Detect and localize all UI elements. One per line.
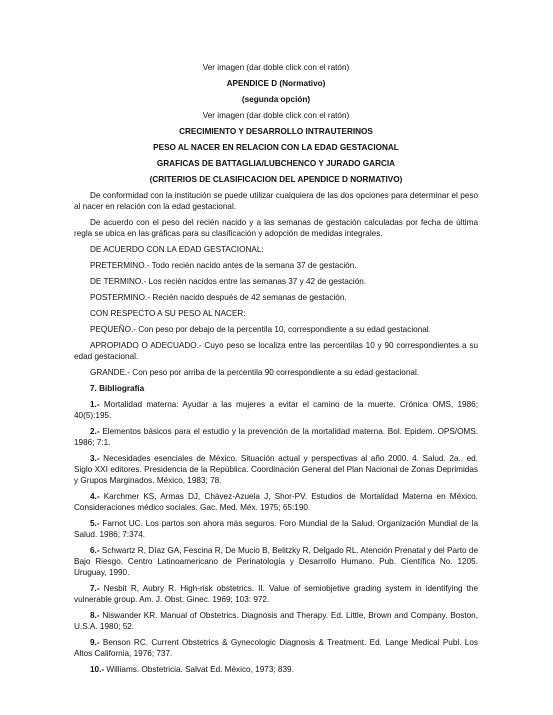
bibliography-entry <box>74 426 478 448</box>
bibliography-text: Nesbit R, Aubry R. High-risk obstetrics. II. Value of semiobjetive grading system in identifying the vulnerable group. Am. J. Obst. Ginec. 1969; 103: 972. <box>74 584 478 604</box>
paragraph-5: DE TERMINO.- Los recién nacidos entre las semanas 37 y 42 de gestación. <box>90 277 367 286</box>
bibliography-entry <box>74 664 478 675</box>
paragraph-9: APROPIADO O ADECUADO.- Cuyo peso se localiza entre las percentilas 10 y 90 correspondientes a su edad gestacional. <box>74 341 478 361</box>
paragraph-7: CON RESPECTO A SU PESO AL NACER: <box>90 309 246 318</box>
bibliography-heading: 7. Bibliografía <box>90 384 145 393</box>
paragraph-6: POSTERMINO.- Recién nacido después de 42 semanas de gestación. <box>90 293 347 302</box>
bibliography-list <box>74 399 478 675</box>
bibliography-number: 5.- <box>90 519 100 528</box>
image-link-2[interactable]: Ver imagen (dar doble click con el ratón) <box>202 111 350 120</box>
bibliography-entry <box>74 610 478 632</box>
bibliography-number: 6.- <box>90 546 100 555</box>
bibliography-entry <box>74 583 478 605</box>
bibliography-text: Farnot UC. Los partos son ahora más seguros. Foro Mundial de la Salud. Organización Mundial de la Salud. 1986; 7:374. <box>74 519 478 539</box>
paragraph-4: PRETERMINO.- Todo recién nacido antes de la semana 37 de gestación. <box>90 261 357 270</box>
bibliography-number: 1.- <box>90 400 100 409</box>
bibliography-entry <box>74 545 478 578</box>
bibliography-text: Niswander KR. Manual of Obstetrics. Diagnosis and Therapy. Ed. Little, Brown and Company. Boston, U.S.A. 1980; 52. <box>74 611 478 631</box>
image-link-1[interactable]: Ver imagen (dar doble click con el ratón) <box>202 63 350 72</box>
heading-growth: CRECIMIENTO Y DESARROLLO INTRAUTERINOS <box>179 127 373 136</box>
paragraph-8: PEQUEÑO.- Con peso por debajo de la percentila 10, correspondiente a su edad gestacional. <box>90 325 431 334</box>
bibliography-number: 9.- <box>90 638 100 647</box>
bibliography-entry <box>74 491 478 513</box>
bibliography-number: 3.- <box>90 454 100 463</box>
bibliography-entry <box>74 637 478 659</box>
heading-weight: PESO AL NACER EN RELACION CON LA EDAD GESTACIONAL <box>153 143 399 152</box>
bibliography-text: Schwartz R, Díaz GA, Fescina R, De Mucio B, Belitzky R, Delgado RL. Atención Prenatal y del Parto de Bajo Riesgo. Centro Latinoamericano de Perinatología y Desarrollo Humano. Pub. Científica No. 1205. Uruguay, 1990. <box>74 546 478 577</box>
bibliography-entry <box>74 453 478 486</box>
bibliography-text: Elementos básicos para el estudio y la prevención de la mortalidad materna. Bol. Epidem. OPS/OMS. 1986; 7:1. <box>74 427 478 447</box>
paragraph-1: De conformidad con la institución se puede utilizar cualquiera de las dos opciones para determinar el peso al nacer en relación con la edad gestacional. <box>74 191 478 211</box>
bibliography-number: 4.- <box>90 492 100 501</box>
bibliography-text: Benson RC. Current Obstetrics & Gynecologic Diagnosis & Treatment. Ed. Lange Medical Publ. Los Altos California, 1976; 737. <box>74 638 478 658</box>
bibliography-number: 7.- <box>90 584 100 593</box>
bibliography-text: Mortalidad materna: Ayudar a las mujeres a evitar el camino de la muerte. Crónica OMS, 1986; 40(5):195. <box>74 400 478 420</box>
bibliography-number: 8.- <box>90 611 100 620</box>
bibliography-text: Karchmer KS, Armas DJ, Chávez-Azuela J, Shor-PV. Estudios de Mortalidad Materna en México. Consideraciones médico sociales. Gac. Med. Méx. 1975; 65:190. <box>74 492 478 512</box>
bibliography-number: 2.- <box>90 427 100 436</box>
appendix-title: APENDICE D (Normativo) <box>226 79 326 88</box>
paragraph-10: GRANDE.- Con peso por arriba de la percentila 90 correspondiente a su edad gestacional. <box>90 368 420 377</box>
heading-criteria: (CRITERIOS DE CLASIFICACION DEL APENDICE D NORMATIVO) <box>149 175 403 184</box>
document-page <box>74 62 478 680</box>
bibliography-entry <box>74 518 478 540</box>
bibliography-text: Necesidades esenciales de México. Situación actual y perspectivas al año 2000. 4. Salud. 2a.. ed. Siglo XXI editores. Presidencia de la República. Coordinación General del Plan Nacional de Zonas Deprimidas y Grupos Marginados. México, 1983; 78. <box>74 454 478 485</box>
paragraph-2: De acuerdo con el peso del recién nacido y a las semanas de gestación calculadas por fecha de última regla se ubica en las gráficas para su clasificación y adopción de medidas integrales. <box>74 218 478 238</box>
appendix-subtitle: (segunda opción) <box>241 95 311 104</box>
bibliography-text: Williams. Obstetricia. Salvat Ed. México, 1973; 839. <box>104 665 294 674</box>
heading-graphs: GRAFICAS DE BATTAGLIA/LUBCHENCO Y JURADO GARCIA <box>156 159 396 168</box>
bibliography-number: 10.- <box>90 665 105 674</box>
paragraph-3: DE ACUERDO CON LA EDAD GESTACIONAL: <box>90 245 264 254</box>
bibliography-entry <box>74 399 478 421</box>
